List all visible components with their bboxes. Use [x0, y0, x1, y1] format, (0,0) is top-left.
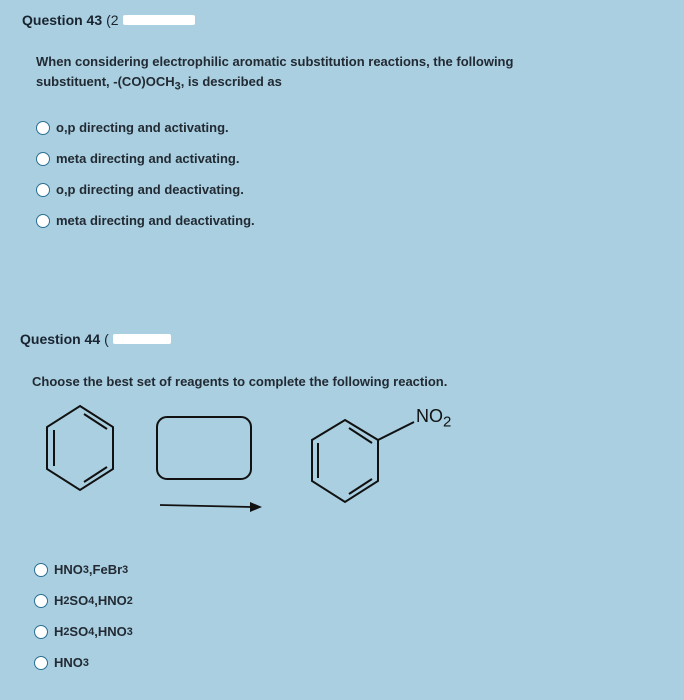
nitrobenzene-product	[312, 420, 414, 502]
question-43-points: (2	[106, 12, 119, 28]
answer-option[interactable]: H 2 SO 4 , HNO 3	[34, 616, 133, 647]
answer-option[interactable]: H 2 SO 4 , HNO 2	[34, 585, 133, 616]
question-44-title: Question 44	[20, 331, 101, 347]
answer-option[interactable]: HNO 3 , FeBr 3	[34, 554, 133, 585]
answer-option[interactable]: o,p directing and activating.	[36, 112, 255, 143]
question-43-line-2: substituent, $-(CO)OCH_3$, is described as	[36, 74, 282, 93]
radio-button[interactable]	[34, 656, 48, 670]
question-43-title: Question 43	[22, 12, 103, 28]
question-44-points: (	[104, 331, 109, 347]
question-43-line-1: When considering electrophilic aromatic substitution reactions, the following	[36, 54, 514, 69]
radio-button[interactable]	[34, 625, 48, 639]
reagent-blank-box	[157, 417, 251, 479]
answer-option[interactable]: o,p directing and deactivating.	[36, 174, 255, 205]
answer-option[interactable]: meta directing and deactivating.	[36, 205, 255, 236]
reaction-arrow	[160, 502, 262, 512]
answer-option[interactable]: meta directing and activating.	[36, 143, 255, 174]
question-44-options	[34, 554, 133, 678]
radio-button[interactable]	[34, 594, 48, 608]
answer-option[interactable]: HNO 3	[34, 647, 133, 678]
nitro-group-label: $NO_2$	[416, 406, 452, 431]
benzene-reactant	[47, 406, 113, 490]
radio-button[interactable]	[34, 563, 48, 577]
question-44-text: Choose the best set of reagents to complete the following reaction.	[32, 374, 448, 389]
